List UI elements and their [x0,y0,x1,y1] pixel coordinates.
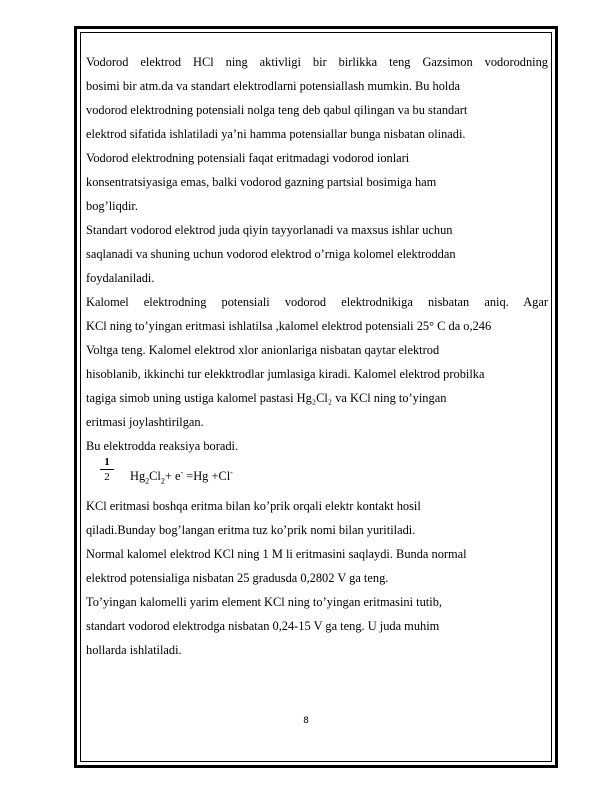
text-line: eritmasi joylashtirilgan. [86,415,204,429]
text-line: elektrod sifatida ishlatiladi ya’ni hamma potensiallar bunga nisbatan olinadi. [86,127,466,141]
text-line: bog’liqdir. [86,199,138,213]
equation-cl: Cl [149,469,161,483]
text-line: elektrod potensialiga nisbatan 25 gradusda 0,2802 V ga teng. [86,571,389,585]
text-line: bosimi bir atm.da va standart elektrodlarni potensiallash mumkin. Bu holda [86,79,461,93]
text-line: Vodorod elektrodning potensiali faqat eritmadagi vodorod ionlari [86,151,410,165]
equation-subscript: 2 [145,476,150,486]
document-body [86,50,548,662]
calomel-formula-inline: Hg₂Cl₂ [296,391,333,405]
text-line: Bu elektrodda reaksiya boradi. [86,439,239,453]
text-line: standart vodorod elektrodga nisbatan 0,24-15 V ga teng. U juda muhim [86,619,440,633]
text-line: qiladi.Bunday bog’langan eritma tuz ko’prik nomi bilan yuritiladi. [86,523,416,537]
equation-body [130,464,233,488]
text-line: hisoblanib, ikkinchi tur elekktrodlar jumlasiga kiradi. Kalomel elektrod probilka [86,367,485,381]
equation-hg: Hg [130,469,146,483]
text-line: Kalomel elektrodning potensiali vodorod elektrodnikiga nisbatan aniq. Agar [86,295,548,309]
fraction-one-half [100,456,114,483]
page-number: 8 [303,716,309,726]
text-line-with-formula [86,386,548,410]
text-line: tagiga simob uning ustiga kalomel pastasi [86,391,294,405]
equation-superscript: - [230,467,233,477]
reaction-equation [86,458,548,494]
text-line: KCl eritmasi boshqa eritma bilan ko’prik orqali elektr kontakt hosil [86,499,421,513]
fraction-numerator: 1 [100,456,114,470]
text-line: konsentratsiyasiga emas, balki vodorod gazning partsial bosimiga ham [86,175,437,189]
text-line: To’yingan kalomelli yarim element KCl ning to’yingan eritmasini tutib, [86,595,442,609]
text-line-tail: va KCl ning to’yingan [335,391,447,405]
text-line: hollarda ishlatiladi. [86,643,182,657]
text-line: saqlanadi va shuning uchun vodorod elektrod o’rniga kolomel elektroddan [86,247,456,261]
equation-superscript: - [180,467,184,477]
text-line: foydalaniladi. [86,271,155,285]
text-line: Standart vodorod elektrod juda qiyin tayyorlanadi va maxsus ishlar uchun [86,223,453,237]
text-line: Vodorod elektrod HCl ning aktivligi bir birlikka teng Gazsimon vodorodning [86,55,548,69]
equation-rhs: =Hg +Cl [183,469,231,483]
fraction-denominator: 2 [104,471,110,483]
equation-electron: + e [164,469,181,483]
text-line: KCl ning to’yingan eritmasi ishlatilsa ,kalomel elektrod potensiali 25° C da o,246 [86,319,492,333]
text-line: vodorod elektrodning potensiali nolga teng deb qabul qilingan va bu standart [86,103,468,117]
equation-subscript: 2 [160,476,165,486]
text-line: Voltga teng. Kalomel elektrod xlor anionlariga nisbatan qaytar elektrod [86,343,440,357]
text-line: Normal kalomel elektrod KCl ning 1 M li eritmasini saqlaydi. Bunda normal [86,547,467,561]
